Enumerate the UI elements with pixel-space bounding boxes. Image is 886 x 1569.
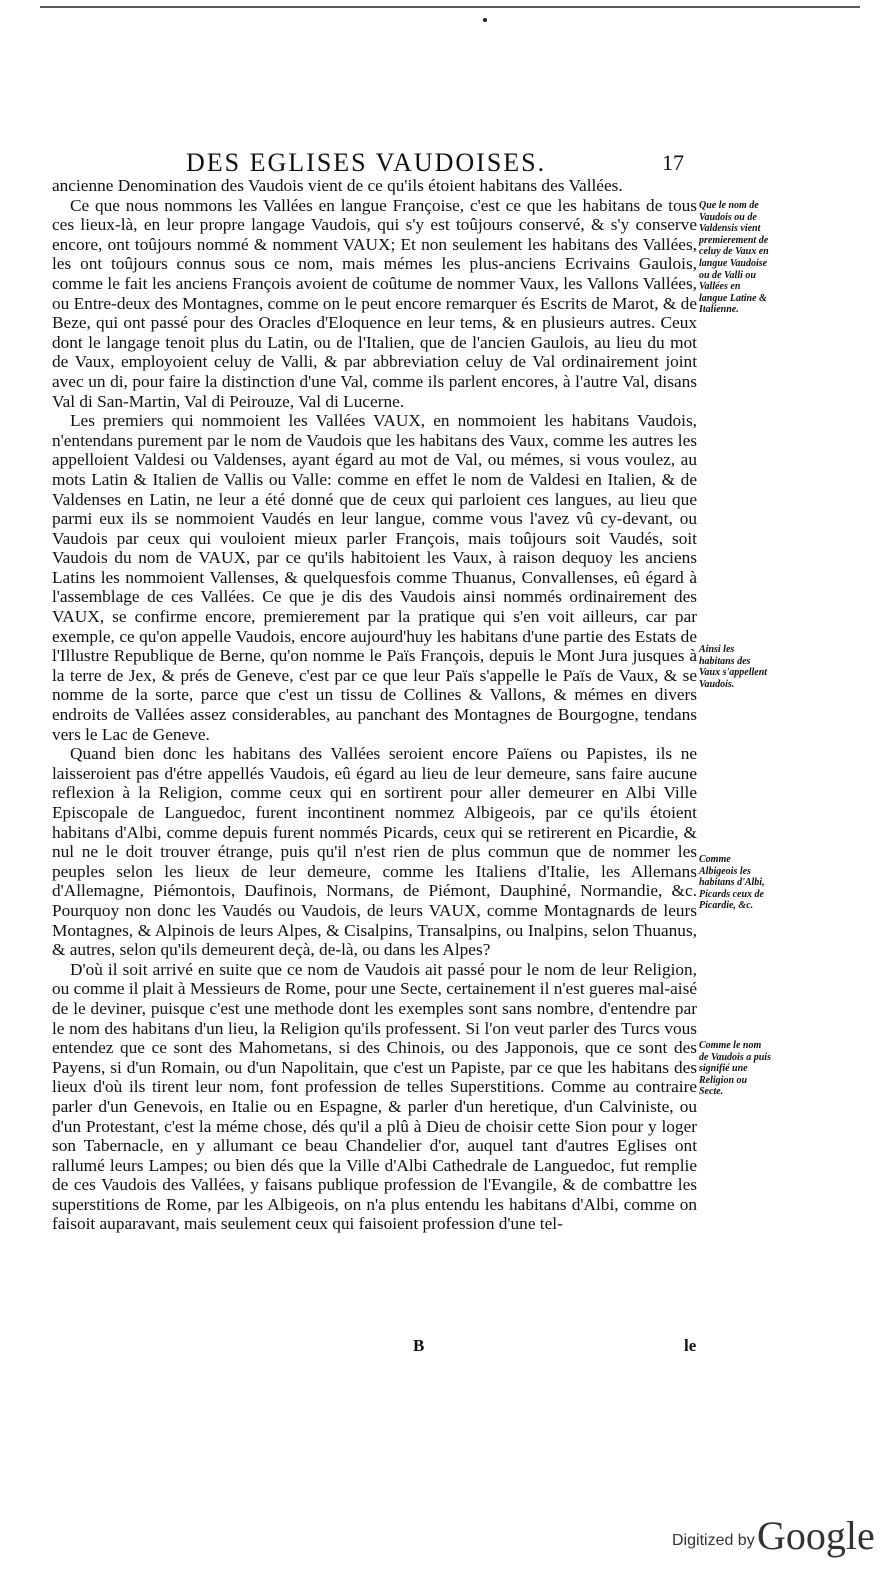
signature-mark: B	[413, 1336, 425, 1355]
top-scan-rule	[40, 6, 860, 8]
body-text	[52, 176, 697, 1234]
page-header	[0, 148, 886, 178]
running-title: DES EGLISES VAUDOISES.	[186, 148, 547, 177]
page-number: 17	[662, 150, 684, 175]
paragraph-4: Quand bien donc les habitans des Vallées seroient encore Païens ou Papistes, ils ne laisseroient pas d'étre appellés Vaudois, eû égard au lieu de leur demeure, sans faire aucune reflexion à la Religion, comme ceux qui en sortirent pour aller demeurer en Albi Ville Episcopale de Languedoc, furent incontinent nommez Albigeois, par ce qu'ils étoient habitans d'Albi, comme depuis furent nommés Picards, ceux qui se retirerent en Picardie, & nul ne le doit trouver étrange, puis qu'il n'est rien de plus commun que de nommer les peuples selon les lieux de leur demeure, comme les Italiens d'Italie, les Allemans d'Allemagne, Piémontois, Daufinois, Normans, de Piémont, Dauphiné, Normandie, &c. Pourquoy non donc les Vaudés ou Vaudois, de leurs VAUX, comme Montagnards de leurs Montagnes, & Alpinois de leurs Alpes, & Cisalpins, Transalpins, ou Inalpins, selon Thuanus, & autres, selon qu'ils demeurent deçà, de-là, ou dans les Alpes?	[52, 744, 697, 960]
margin-note-4: Comme le nom de Vaudois a puis signifié une Religion ou Secte.	[699, 1040, 771, 1098]
paragraph-1: ancienne Denomination des Vaudois vient de ce qu'ils étoient habitans des Vallées.	[52, 176, 623, 195]
ink-speck	[483, 18, 487, 22]
margin-note-2: Ainsi les habitans des Vaux s'appellent Vaudois.	[699, 644, 768, 690]
paragraph-3: Les premiers qui nommoient les Vallées VAUX, en nommoient les habitans Vaudois, n'entendans purement par le nom de Vaudois que les habitans des Vaux, comme les autres les appelloient Valdesi ou Valdenses, ayant égard au mot de Val, ou mémes, si vous voulez, au mots Latin & Italien de Vallis ou Valle: comme en effet le nom de Valdesi en Italien, & de Valdenses en Latin, ne leur a été donné que de ceux qui parloient ces langues, au lieu que parmi eux ils se nommoient Vaudés en leur langue, comme vous l'avez vû cy-devant, ou Vaudois par ceux qui vouloient mieux parler François, mais toûjours soit Vaudés, soit Vaudois du nom de VAUX, par ce qu'ils habitoient les Vaux, à raison dequoy les anciens Latins les nommoient Vallenses, & quelquesfois comme Thuanus, Convallenses, eû égard à l'assemblage de ces Vallées. Ce que je dis des Vaudois ainsi nommés ordinairement des VAUX, se confirme encore, premierement par la pratique qui s'en voit ailleurs, car par exemple, ce qu'on appelle Vaudois, encore aujourd'huy les habitans d'une partie des Estats de l'Illustre Republique de Berne, qu'on nomme le Païs François, depuis le Mont Jura jusques à la terre de Jex, & prés de Geneve, c'est par ce que leur Païs s'appelle le Païs de Vaux, & se nomme de la sorte, parce que c'est un tissu de Collines & Vallons, & mémes en divers endroits de Vallées assez considerables, au panchant des Montagnes de Bourgogne, tendans vers le Lac de Geneve.	[52, 411, 697, 744]
digitized-by-label: Digitized by	[672, 1532, 755, 1549]
google-logo: Google	[757, 1513, 875, 1558]
catchword: le	[684, 1336, 697, 1355]
paragraph-5: D'où il soit arrivé en suite que ce nom de Vaudois ait passé pour le nom de leur Religion, ou comme il plait à Messieurs de Rome, pour une Secte, certainement il n'est gueres mal-aisé de le deviner, puisque c'est une methode dont les exemples sont sans nombre, d'entendre par le nom des habitans d'un lieu, la Religion qu'ils professent. Si l'on veut parler des Turcs vous entendez que ce sont des Mahometans, si des Chinois, ou des Japponois, que ce sont des Payens, si d'un Romain, ou d'un Napolitain, que c'est un Papiste, par ce que les habitans des lieux d'où ils tirent leur nom, font profession de telles Superstitions. Comme au contraire parler d'un Genevois, en Italie ou en Espagne, & parler d'un heretique, d'un Calviniste, ou d'un Protestant, c'est la méme chose, dés qu'il a plû à Dieu de choisir cette Sion pour y loger son Tabernacle, en y allumant ce beau Chandelier d'or, auquel tant d'autres Eglises ont rallumé leurs Lampes; ou bien dés que la Ville d'Albi Cathedrale de Languedoc, fut remplie de ces Vaudois des Vallées, y faisans publique profession de l'Evangile, & de combattre les superstitions de Rome, par les Albigeois, on n'a plus entendu les habitans d'Albi, comme on faisoit auparavant, mais seulement ceux qui faisoient profession d'une tel-	[52, 959, 697, 1234]
margin-note-1: Que le nom de Vaudois ou de Valdensis vient premierement de celuy de Vaux en langue Vaudoise ou de Valli ou Vallées en langue Latine & Italienne.	[699, 200, 769, 316]
margin-note-3: Comme Albigeois les habitans d'Albi, Picards ceux de Picardie, &c.	[699, 854, 765, 912]
paragraph-2: Ce que nous nommons les Vallées en langue Françoise, c'est ce que les habitans de tous ces lieux-là, en leur propre langage Vaudois, qui s'y est toûjours conservé, & s'y conserve encore, ont toûjours nommé & nomment VAUX; Et non seulement les habitans des Vallées, les ont toûjours connus sous ce nom, mais mémes les plus-anciens Ecrivains Gaulois, comme le fait les anciens François avoient de coûtume de nommer Vaux, les Vallons Vallées, ou Entre-deux des Montagnes, comme on le peut encore remarquer és Escrits de Marot, & de Beze, qui ont passé pour des Oracles d'Eloquence en leur tems, & en plusieurs autres. Ceux dont le langage tenoit plus du Latin, ou de l'Italien, que de l'ancien Gaulois, au lieu du mot de Vaux, employoient celuy de Valli, & par abbreviation celuy de Val ordinairement joint avec un di, pour faire la distinction d'une Val, comme ils parlent encores, à l'autre Val, disans Val di San-Martin, Val di Peirouze, Val di Lucerne.	[52, 195, 697, 411]
